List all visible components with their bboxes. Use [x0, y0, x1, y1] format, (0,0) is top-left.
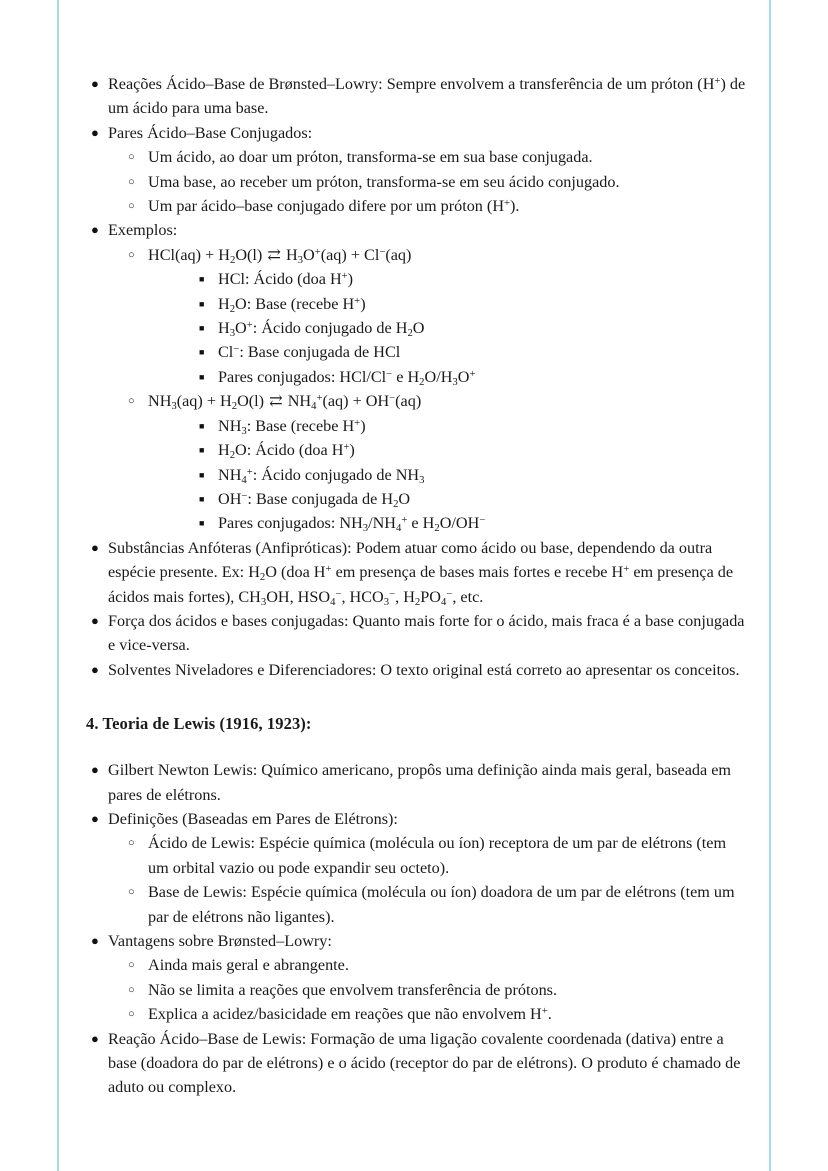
bullet-marker-level-2-icon: ○	[128, 959, 135, 972]
bronsted-lowry-bullet-list	[86, 72, 748, 682]
list-item	[118, 243, 748, 389]
list-item	[188, 292, 748, 316]
list-item	[86, 758, 748, 807]
page-content	[86, 72, 748, 1100]
bullet-marker-level-2-icon: ○	[128, 1008, 135, 1021]
list-item-text: Ácido de Lewis: Espécie química (molécula ou íon) receptora de um par de elétrons (tem um orbital vazio ou pode expandir seu octeto).	[148, 834, 727, 877]
list-item	[86, 121, 748, 219]
lewis-bullet-list	[86, 758, 748, 1100]
list-item-text: Base de Lewis: Espécie química (molécula ou íon) doadora de um par de elétrons (tem um par de elétrons não ligantes).	[148, 883, 735, 926]
list-item	[118, 978, 748, 1002]
bullet-marker-level-1-icon: ●	[91, 124, 99, 140]
list-item	[86, 609, 748, 658]
list-item-text: Não se limita a reações que envolvem transferência de prótons.	[148, 980, 558, 999]
list-item	[188, 487, 748, 511]
list-item-text: $NH_3$: Base (recebe H+)	[218, 416, 366, 437]
list-item	[188, 438, 748, 462]
list-item-text: Exemplos:	[108, 221, 178, 240]
list-item	[118, 1002, 748, 1026]
list-item	[118, 145, 748, 169]
list-item-text: $H_2O$: Base (recebe H+)	[218, 294, 366, 315]
bullet-marker-level-1-icon: ●	[91, 1030, 99, 1046]
list-item-text: Solventes Niveladores e Diferenciadores: O texto original está correto ao apresentar os conceitos.	[108, 660, 740, 679]
bullet-marker-level-1-icon: ●	[91, 222, 99, 238]
list-item-text: Força dos ácidos e bases conjugadas: Quanto mais forte for o ácido, mais fraca é a base conjugada e vice-versa.	[108, 611, 745, 655]
bullet-list-level-2	[108, 243, 748, 536]
bullet-marker-level-3-icon: ■	[199, 493, 205, 504]
list-item	[86, 218, 748, 535]
bullet-list-level-2	[108, 831, 748, 929]
list-item	[118, 170, 748, 194]
list-item	[118, 831, 748, 880]
bullet-marker-level-3-icon: ■	[199, 445, 205, 456]
list-item	[188, 511, 748, 535]
list-item-text: Um ácido, ao doar um próton, transforma-se em sua base conjugada.	[148, 148, 593, 167]
right-margin-rule	[769, 0, 771, 1171]
list-item-text: Um par ácido–base conjugado difere por um próton (H+).	[148, 197, 520, 216]
bullet-marker-level-1-icon: ●	[91, 810, 99, 826]
bullet-marker-level-2-icon: ○	[128, 983, 135, 996]
bullet-marker-level-3-icon: ■	[199, 298, 205, 309]
section-heading-lewis: 4. Teoria de Lewis (1916, 1923):	[86, 714, 312, 734]
bullet-marker-level-2-icon: ○	[128, 837, 135, 850]
bullet-marker-level-1-icon: ●	[91, 76, 99, 91]
list-item	[86, 658, 748, 682]
list-item	[86, 1027, 748, 1100]
list-item-text: Ainda mais geral e abrangente.	[148, 956, 349, 975]
list-item-text: $HCl(aq) + H_2O(l)$ ⇄ $H_3O^+(aq) + Cl^-(aq)$	[148, 245, 412, 266]
list-item-text: Definições (Baseadas em Pares de Elétrons):	[108, 809, 398, 828]
list-item-text: Pares conjugados: HCl/Cl− e $H_2O/H_3O^+$	[218, 367, 476, 388]
bullet-list-level-3	[148, 267, 748, 389]
bullet-marker-level-1-icon: ●	[91, 762, 99, 778]
list-item-text: Uma base, ao receber um próton, transforma-se em seu ácido conjugado.	[148, 172, 620, 191]
bullet-list-level-3	[148, 414, 748, 536]
bullet-marker-level-2-icon: ○	[128, 395, 135, 408]
bullet-marker-level-2-icon: ○	[128, 175, 135, 188]
bullet-marker-level-2-icon: ○	[128, 200, 135, 213]
list-item-text: Substâncias Anfóteras (Anfipróticas): Podem atuar como ácido ou base, dependendo da outra espécie presente. Ex: $H_2O$ (doa H+ em presença de bases mais fortes e recebe H+ em presença de ácidos mais fortes), $CH_3OH$, $HSO_4^-$, $HCO_3^-$, $H_2PO_4^-$, etc.	[108, 538, 734, 608]
list-item-text: $H_2O$: Ácido (doa H+)	[218, 441, 355, 461]
bullet-marker-level-1-icon: ●	[91, 661, 99, 677]
bullet-marker-level-1-icon: ●	[91, 612, 99, 628]
list-item	[188, 463, 748, 487]
left-margin-rule	[57, 0, 59, 1171]
bullet-marker-level-3-icon: ■	[199, 347, 205, 358]
list-item	[118, 194, 748, 218]
list-item-text: $NH_3(aq) + H_2O(l)$ ⇄ $NH_4^+(aq) + OH^-(aq)$	[148, 392, 422, 413]
bullet-marker-level-3-icon: ■	[199, 420, 205, 431]
list-item-text: Pares conjugados: $NH_3/NH_4^+$ e $H_2O/OH^-$	[218, 514, 486, 535]
list-item-text: Reação Ácido–Base de Lewis: Formação de uma ligação covalente coordenada (dativa) entre a base (doadora do par de elétrons) e o ácido (receptor do par de elétrons). O produto é chamado de aduto ou complexo.	[108, 1029, 741, 1097]
bullet-marker-level-2-icon: ○	[128, 886, 135, 899]
list-item-text: OH−: Base conjugada de $H_2O$	[218, 489, 411, 510]
list-item	[86, 929, 748, 1027]
bullet-marker-level-3-icon: ■	[199, 371, 205, 382]
list-item	[118, 953, 748, 977]
bullet-marker-level-1-icon: ●	[91, 539, 99, 555]
list-item-text: HCl: Ácido (doa H+)	[218, 270, 354, 289]
bullet-list-level-2	[108, 145, 748, 218]
list-item	[86, 536, 748, 609]
list-item	[86, 72, 748, 121]
list-item-text: Pares Ácido–Base Conjugados:	[108, 123, 313, 142]
list-item-text: Cl−: Base conjugada de HCl	[218, 343, 401, 362]
bullet-marker-level-3-icon: ■	[199, 274, 205, 285]
bullet-marker-level-3-icon: ■	[199, 469, 205, 480]
list-item-text: Gilbert Newton Lewis: Químico americano, propôs uma definição ainda mais geral, baseada em pares de elétrons.	[108, 761, 732, 804]
list-item	[188, 267, 748, 291]
list-item	[188, 365, 748, 389]
bullet-marker-level-3-icon: ■	[199, 518, 205, 529]
list-item	[86, 807, 748, 929]
list-item-text: Vantagens sobre Brønsted–Lowry:	[108, 932, 332, 950]
bullet-list-level-2	[108, 953, 748, 1026]
bullet-marker-level-1-icon: ●	[91, 933, 99, 948]
bullet-marker-level-2-icon: ○	[128, 151, 135, 164]
list-item	[188, 414, 748, 438]
bullet-marker-level-3-icon: ■	[199, 323, 205, 334]
list-item	[188, 316, 748, 340]
list-item-text: Explica a acidez/basicidade em reações que não envolvem H+.	[148, 1005, 552, 1024]
bullet-marker-level-2-icon: ○	[128, 248, 135, 261]
list-item	[188, 340, 748, 364]
list-item-text: Reações Ácido–Base de Brønsted–Lowry: Sempre envolvem a transferência de um próton (H+) de um ácido para uma base.	[108, 75, 746, 118]
list-item	[118, 880, 748, 929]
list-item	[118, 389, 748, 535]
list-item-text: $NH_4^+$: Ácido conjugado de $NH_3$	[218, 465, 425, 486]
list-item-text: $H_3O^+$: Ácido conjugado de $H_2O$	[218, 319, 425, 339]
